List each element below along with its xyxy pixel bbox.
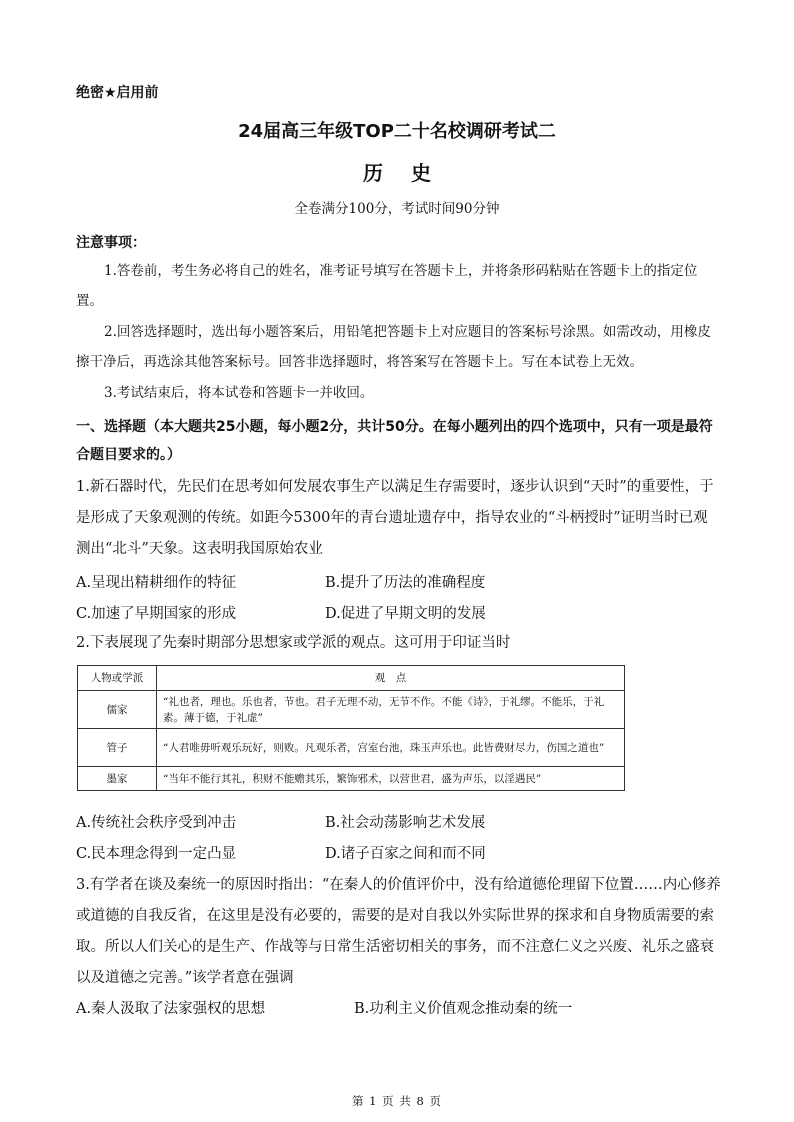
question-1-option-b: B.提升了历法的准确程度 (325, 575, 486, 591)
table-header-school: 人物或学派 (78, 666, 157, 691)
question-1-stem: 1.新石器时代，先民们在思考如何发展农事生产以满足生存需要时，逐步认识到“天时”的重要性，于是形成了天象观测的传统。如距今5300年的青台遗址遗存中，指导农业的“斗柄授时”证明当时已观测出“北斗”天象。这表明我国原始农业 (76, 479, 714, 557)
page-footer: 第 1 页 共 8 页 (352, 1094, 442, 1108)
question-2-option-b: B.社会动荡影响艺术发展 (325, 815, 486, 831)
notice-title: 注意事项： (76, 235, 146, 251)
table-row (78, 691, 625, 729)
table-cell-school: 管子 (78, 729, 157, 767)
table-cell-view: “礼也者，理也。乐也者，节也。君子无理不动，无节不作。不能《诗》，于礼缪。不能乐，于礼素。薄于德，于礼虚” (157, 691, 625, 729)
table-cell-view: “人君唯毋听观乐玩好，则败。凡观乐者，宫室台池，珠玉声乐也。此皆费财尽力，伤国之道也” (157, 729, 625, 767)
table-row (78, 729, 625, 767)
notice-item-1: 1.答卷前，考生务必将自己的姓名，准考证号填写在答题卡上，并将条形码粘贴在答题卡上的指定位置。 (76, 263, 698, 309)
question-2-option-c: C.民本理念得到一定凸显 (76, 846, 237, 862)
table-row (78, 767, 625, 791)
viewpoints-table (77, 665, 625, 791)
confidential-mark: 绝密★启用前 (76, 85, 159, 101)
question-2-stem: 2.下表展现了先秦时期部分思想家或学派的观点。这可用于印证当时 (76, 635, 511, 651)
table-cell-school: 儒家 (78, 691, 157, 729)
question-3-option-a: A.秦人汲取了法家强权的思想 (76, 1001, 266, 1017)
notice-item-2: 2.回答选择题时，选出每小题答案后，用铅笔把答题卡上对应题目的答案标号涂黑。如需改动，用橡皮擦干净后，再选涂其他答案标号。回答非选择题时，将答案写在答题卡上。写在本试卷上无效。 (76, 324, 711, 370)
table-cell-school: 墨家 (78, 767, 157, 791)
subject-title: 历史 (363, 161, 459, 185)
table-cell-view: “当年不能行其礼，积财不能赡其乐，繁饰邪术，以营世君，盛为声乐，以淫遇民” (157, 767, 625, 791)
question-2-option-a: A.传统社会秩序受到冲击 (76, 815, 237, 831)
table-header-row (78, 666, 625, 691)
exam-meta: 全卷满分100分，考试时间90分钟 (294, 201, 500, 217)
question-1-option-c: C.加速了早期国家的形成 (76, 606, 237, 622)
question-1-option-a: A.呈现出精耕细作的特征 (76, 575, 237, 591)
notice-item-3: 3.考试结束后，将本试卷和答题卡一并收回。 (104, 385, 374, 401)
question-3-option-b: B.功利主义价值观念推动秦的统一 (354, 1001, 573, 1017)
exam-title: 24届高三年级TOP二十名校调研考试二 (238, 121, 556, 142)
question-3-stem: 3.有学者在谈及秦统一的原因时指出：“在秦人的价值评价中，没有给道德伦理留下位置……内心修养或道德的自我反省，在这里是没有必要的，需要的是对自我以外实际世界的探求和自身物质需要的索取。所以人们关心的是生产、作战等与日常生活密切相关的事务，而不注意仁义之兴废、礼乐之盛衰以及道德之完善。”该学者意在强调 (76, 877, 721, 986)
question-1-option-d: D.促进了早期文明的发展 (325, 606, 486, 622)
table-header-view: 观 点 (157, 666, 625, 691)
question-2-option-d: D.诸子百家之间和而不同 (325, 846, 486, 862)
section-heading: 一、选择题（本大题共25小题，每小题2分，共计50分。在每小题列出的四个选项中，只有一项是最符合题目要求的。） (76, 419, 713, 463)
